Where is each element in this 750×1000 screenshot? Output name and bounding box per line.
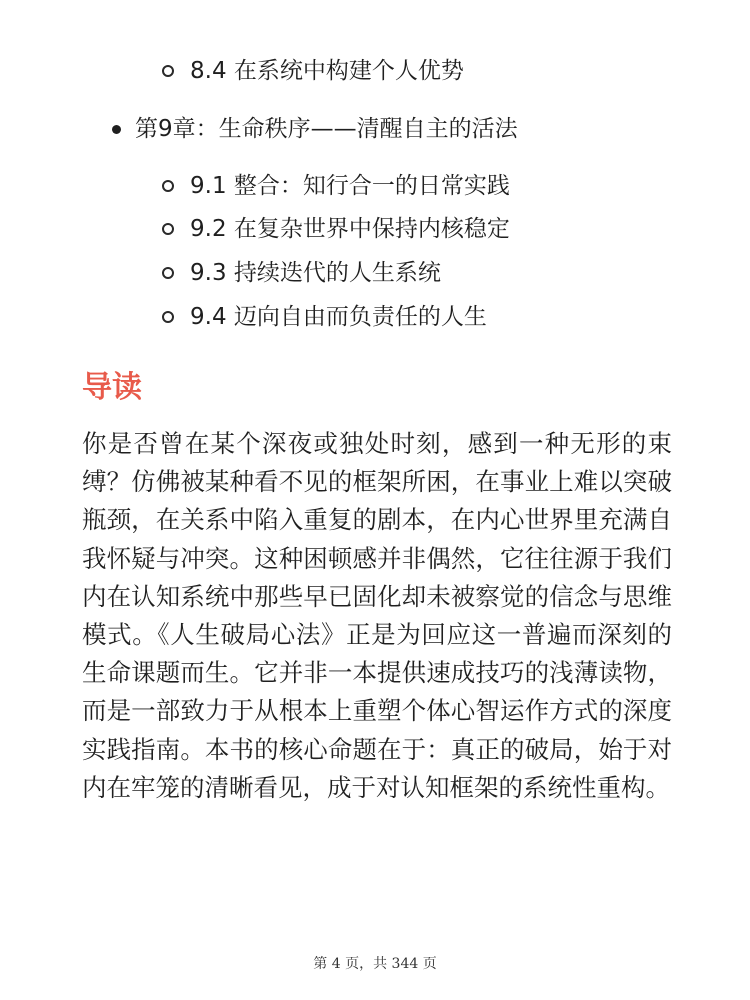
toc-item-text: 9.2 在复杂世界中保持内核稳定 <box>190 216 510 242</box>
circle-bullet-icon <box>162 267 174 279</box>
toc-subsection-8-4 <box>162 56 464 86</box>
toc-chapter-9 <box>112 114 518 144</box>
toc-subsection-9-2 <box>162 214 510 244</box>
circle-bullet-icon <box>162 223 174 235</box>
toc-item-text: 9.4 迈向自由而负责任的人生 <box>190 304 487 330</box>
toc-subsection-9-3 <box>162 258 441 288</box>
disc-bullet-icon <box>112 125 121 134</box>
toc-subsection-9-1 <box>162 171 510 201</box>
page-number-footer: 第 4 页，共 344 页 <box>313 956 437 972</box>
circle-bullet-icon <box>162 65 174 77</box>
toc-item-text: 第9章：生命秩序——清醒自主的活法 <box>135 116 518 142</box>
circle-bullet-icon <box>162 180 174 192</box>
circle-bullet-icon <box>162 311 174 323</box>
toc-item-text: 9.3 持续迭代的人生系统 <box>190 260 441 286</box>
section-heading: 导读 <box>82 370 142 405</box>
toc-item-text: 9.1 整合：知行合一的日常实践 <box>190 173 510 199</box>
intro-paragraph: 你是否曾在某个深夜或独处时刻，感到一种无形的束缚？仿佛被某种看不见的框架所困，在事业上难以突破瓶颈，在关系中陷入重复的剧本，在内心世界里充满自我怀疑与冲突。这种困顿感并非偶然，它往往源于我们内在认知系统中那些早已固化却未被察觉的信念与思维模式。《人生破局心法》正是为回应这一普遍而深刻的生命课题而生。它并非一本提供速成技巧的浅薄读物，而是一部致力于从根本上重塑个体心智运作方式的深度实践指南。本书的核心命题在于：真正的破局，始于对内在牢笼的清晰看见，成于对认知框架的系统性重构。 <box>82 429 672 802</box>
toc-item-text: 8.4 在系统中构建个人优势 <box>190 58 464 84</box>
toc-subsection-9-4 <box>162 302 487 332</box>
